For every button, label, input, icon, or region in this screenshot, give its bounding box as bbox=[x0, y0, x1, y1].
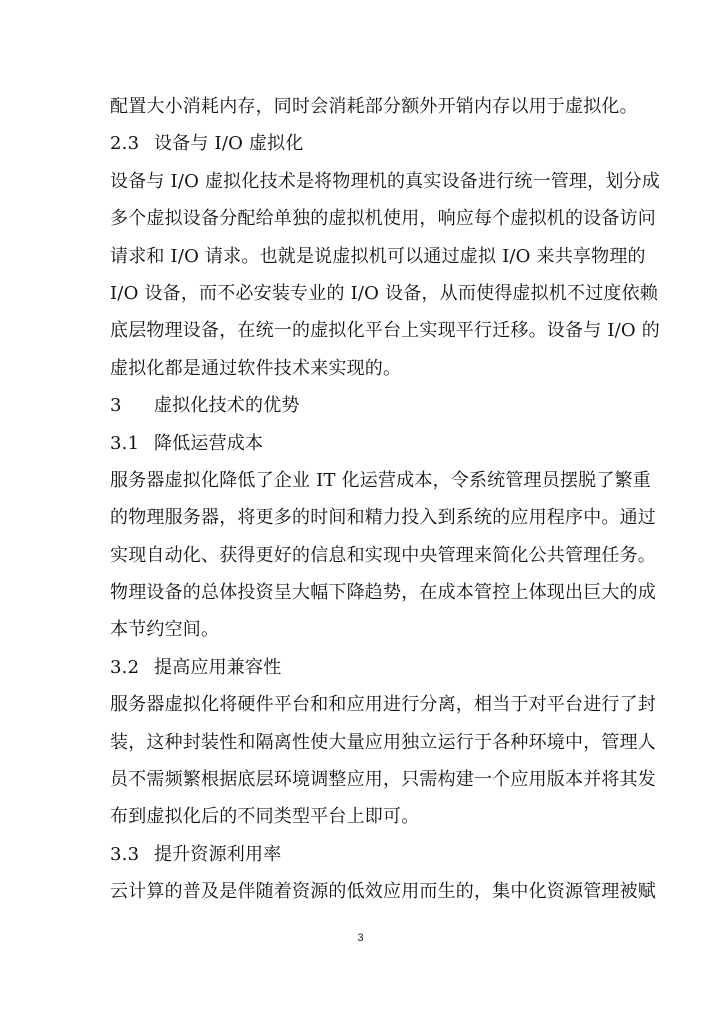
section-number: 3 bbox=[110, 395, 122, 417]
paragraph bbox=[110, 686, 656, 836]
paragraph-line: 请求和 I/O 请求。也就是说虚拟机可以通过虚拟 I/O 来共享物理的 bbox=[110, 245, 646, 267]
paragraph-line: 布到虚拟化后的不同类型平台上即可。 bbox=[110, 806, 420, 828]
paragraph bbox=[110, 163, 660, 387]
paragraph-line: 底层物理设备，在统一的虚拟化平台上实现平行迁移。设备与 I/O 的 bbox=[110, 320, 660, 342]
section-title: 提升资源利用率 bbox=[154, 843, 282, 865]
paragraph-line: 服务器虚拟化将硬件平台和和应用进行分离，相当于对平台进行了封 bbox=[110, 694, 656, 716]
paragraph-line: 装，这种封装性和隔离性使大量应用独立运行于各种环境中，管理人 bbox=[110, 731, 656, 753]
section-title: 降低运营成本 bbox=[154, 432, 264, 454]
paragraph-line: 本节约空间。 bbox=[110, 619, 220, 641]
paragraph-line: 虚拟化都是通过软件技术来实现的。 bbox=[110, 357, 402, 379]
paragraph-line: 设备与 I/O 虚拟化技术是将物理机的真实设备进行统一管理，划分成 bbox=[110, 170, 660, 192]
section-heading bbox=[110, 387, 618, 424]
paragraph-line: 多个虚拟设备分配给单独的虚拟机使用，响应每个虚拟机的设备访问 bbox=[110, 208, 656, 230]
section-title: 虚拟化技术的优势 bbox=[154, 395, 300, 417]
paragraph-line: 员不需频繁根据底层环境调整应用，只需构建一个应用版本并将其发 bbox=[110, 769, 656, 791]
paragraph-line: 实现自动化、获得更好的信息和实现中央管理来简化公共管理任务。 bbox=[110, 544, 656, 566]
section-heading bbox=[110, 125, 618, 162]
page-number: 3 bbox=[357, 932, 364, 944]
paragraph bbox=[110, 462, 656, 649]
section-heading bbox=[110, 425, 618, 462]
paragraph-line: 服务器虚拟化降低了企业 IT 化运营成本，令系统管理员摆脱了繁重 bbox=[110, 469, 651, 491]
section-number: 3.1 bbox=[110, 432, 140, 454]
paragraph-line: I/O 设备，而不必安装专业的 I/O 设备，从而使得虚拟机不过度依赖 bbox=[110, 282, 659, 304]
paragraph bbox=[110, 88, 638, 125]
paragraph-line: 物理设备的总体投资呈大幅下降趋势，在成本管控上体现出巨大的成 bbox=[110, 582, 656, 604]
paragraph-line: 配置大小消耗内存，同时会消耗部分额外开销内存以用于虚拟化。 bbox=[110, 96, 638, 117]
section-heading bbox=[110, 649, 618, 686]
section-title: 设备与 I/O 虚拟化 bbox=[154, 133, 304, 155]
section-number: 3.2 bbox=[110, 656, 140, 678]
paragraph-line: 云计算的普及是伴随着资源的低效应用而生的，集中化资源管理被赋 bbox=[110, 881, 656, 903]
paragraph-line: 的物理服务器，将更多的时间和精力投入到系统的应用程序中。通过 bbox=[110, 507, 656, 529]
document-body bbox=[110, 88, 660, 911]
section-title: 提高应用兼容性 bbox=[154, 656, 282, 678]
section-number: 3.3 bbox=[110, 843, 140, 865]
section-heading bbox=[110, 836, 618, 873]
section-number: 2.3 bbox=[110, 133, 140, 155]
paragraph bbox=[110, 873, 656, 910]
